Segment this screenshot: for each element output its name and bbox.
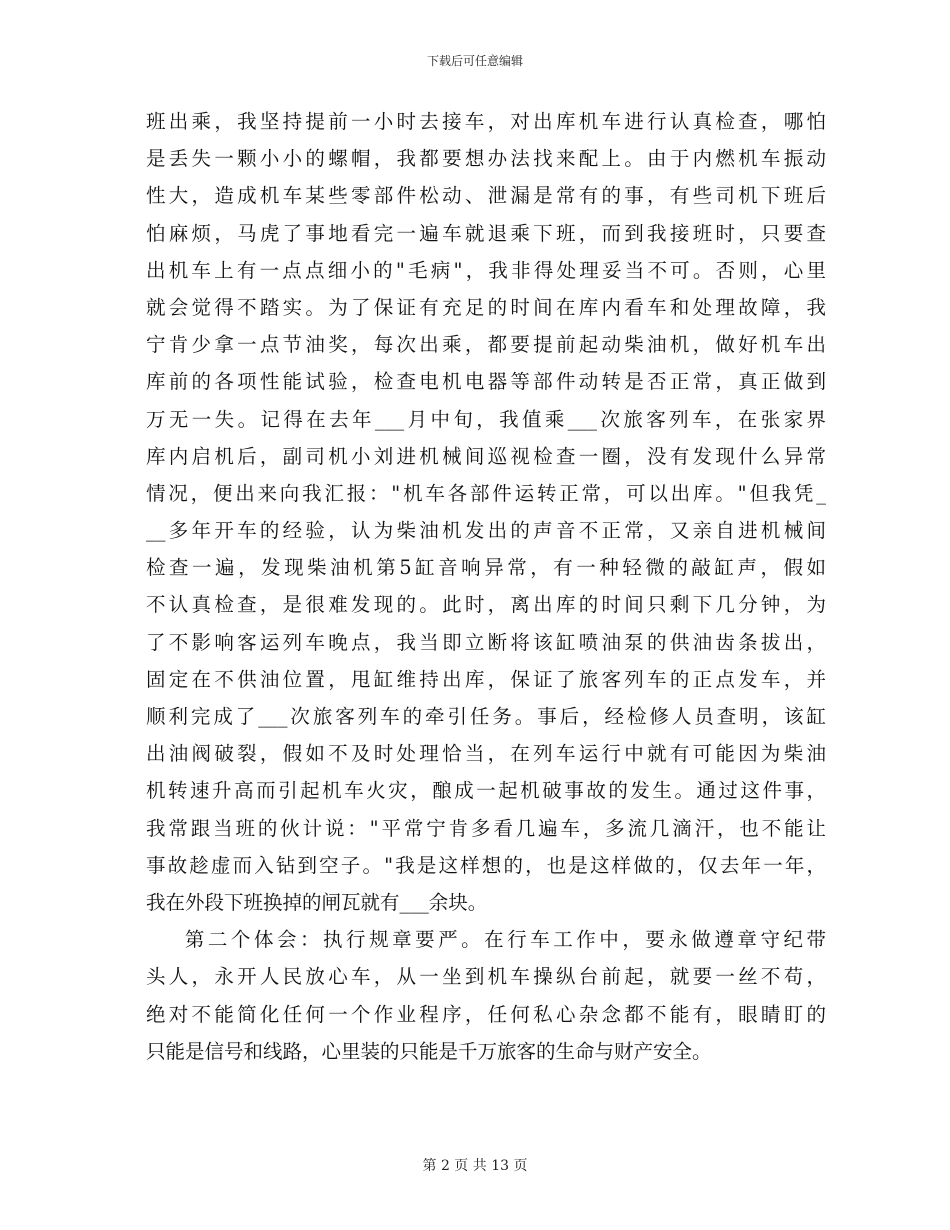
paragraph-1	[146, 103, 826, 921]
text-line: 固定在不供油位置，甩缸维持出库，保证了旅客列车的正点发车，并	[146, 667, 826, 691]
text-line: 宁肯少拿一点节油奖，每次出乘，都要提前起动柴油机，做好机车出	[146, 333, 826, 357]
text-line: 不认真检查，是很难发现的。此时，离出库的时间只剩下几分钟，为	[146, 593, 826, 617]
text-line: 检查一遍，发现柴油机第5缸音响异常，有一种轻微的敲缸声，假如	[146, 556, 826, 580]
text-line: 库前的各项性能试验，检查电机电器等部件动转是否正常，真正做到	[146, 370, 826, 394]
text-line: 第二个体会：执行规章要严。在行车工作中，要永做遵章守纪带	[146, 928, 826, 952]
text-line: 库内启机后，副司机小刘进机械间巡视检查一圈，没有发现什么异常	[146, 444, 826, 468]
text-line: 机转速升高而引起机车火灾，酿成一起机破事故的发生。通过这件事，	[146, 779, 826, 803]
text-line: 班出乘，我坚持提前一小时去接车，对出库机车进行认真检查，哪怕	[146, 110, 826, 133]
text-line: 就会觉得不踏实。为了保证有充足的时间在库内看车和处理故障，我	[146, 295, 826, 319]
text-line: 事故趁虚而入钻到空子。"我是这样想的，也是这样做的，仅去年一年，	[146, 853, 826, 877]
text-line: 出油阀破裂，假如不及时处理恰当，在列车运行中就有可能因为柴油	[146, 742, 826, 766]
text-line: 情况，便出来向我汇报："机车各部件运转正常，可以出库。"但我凭_	[146, 481, 826, 505]
text-line: 性大，造成机车某些零部件松动、泄漏是常有的事，有些司机下班后	[146, 184, 826, 208]
text-line: 万无一失。记得在去年___月中旬，我值乘___次旅客列车，在张家界	[146, 407, 826, 431]
text-line: 我在外段下班换掉的闸瓦就有___余块。	[146, 890, 488, 914]
text-line: 了不影响客运列车晚点，我当即立断将该缸喷油泵的供油齿条拔出，	[146, 630, 826, 654]
text-line: 只能是信号和线路，心里装的只能是千万旅客的生命与财产安全。	[146, 1039, 712, 1063]
page-footer: 第 2 页 共 13 页	[422, 1158, 528, 1174]
text-line: 绝对不能简化任何一个作业程序，任何私心杂念都不能有，眼睛盯的	[146, 1002, 826, 1026]
text-line: 出机车上有一点点细小的"毛病"，我非得处理妥当不可。否则，心里	[146, 258, 826, 282]
page-header: 下载后可任意编辑	[426, 54, 523, 68]
text-line: 是丢失一颗小小的螺帽，我都要想办法找来配上。由于内燃机车振动	[146, 147, 826, 171]
document-body	[146, 103, 826, 1070]
text-line: 我常跟当班的伙计说："平常宁肯多看几遍车，多流几滴汗，也不能让	[146, 816, 826, 840]
text-line: 头人，永开人民放心车，从一坐到机车操纵台前起，就要一丝不苟，	[146, 965, 826, 989]
paragraph-2	[146, 921, 826, 1070]
text-line: 顺利完成了___次旅客列车的牵引任务。事后，经检修人员查明，该缸	[146, 705, 826, 728]
text-line: 怕麻烦，马虎了事地看完一遍车就退乘下班，而到我接班时，只要查	[146, 221, 826, 245]
text-line: __多年开车的经验，认为柴油机发出的声音不正常，又亲自进机械间	[146, 519, 826, 543]
